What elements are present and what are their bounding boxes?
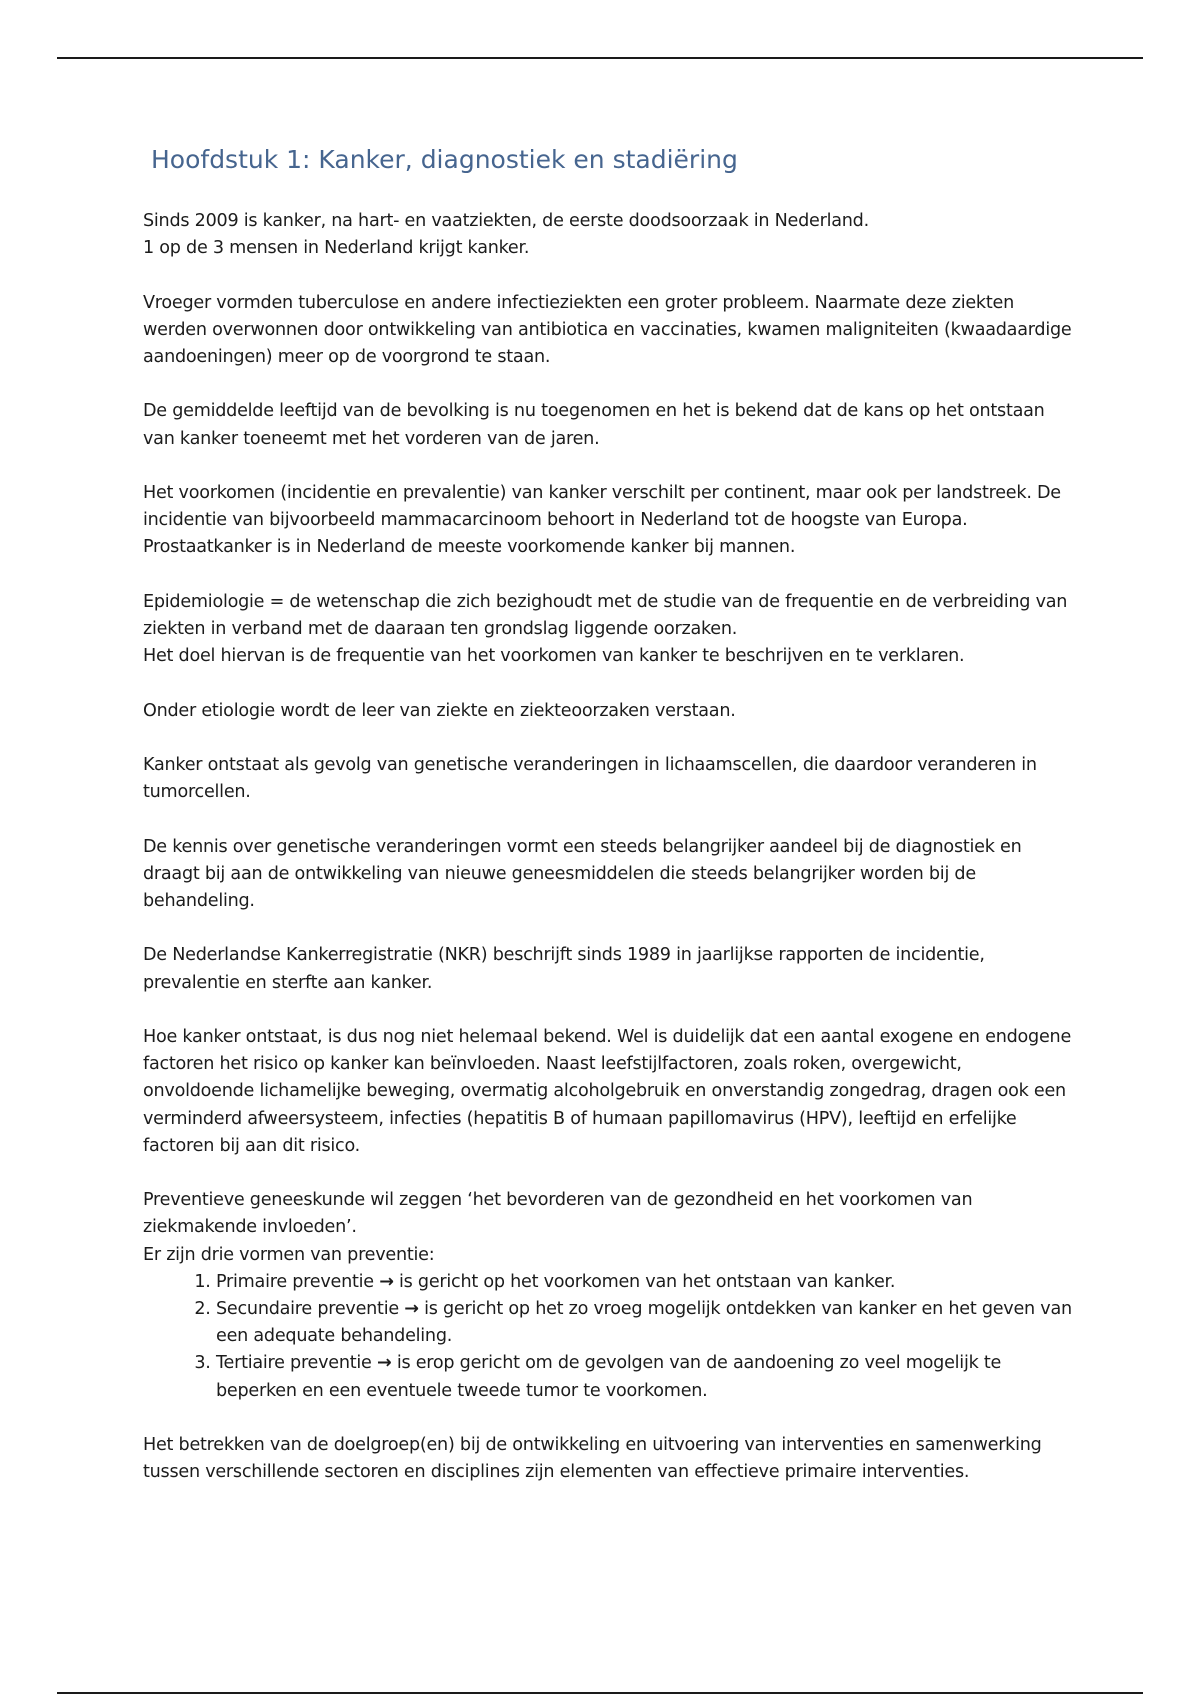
paragraph-line: 1 op de 3 mensen in Nederland krijgt kanker. (143, 238, 530, 259)
arrow-right-icon: → (404, 1298, 419, 1319)
paragraph: Hoe kanker ontstaat, is dus nog niet helemaal bekend. Wel is duidelijk dat een aantal exogene en endogene factoren het risico op kanker kan beïnvloeden. Naast leefstijlfactoren, zoals roken, overgewicht, onvoldoende lichamelijke beweging, overmatig alcoholgebruik en onverstandig zongedrag, dragen ook een verminderd afweersysteem, infecties (hepatitis B of humaan papillomavirus (HPV), leeftijd en erfelijke factoren bij aan dit risico. (143, 1026, 1072, 1156)
paragraph: Onder etiologie wordt de leer van ziekte en ziekteoorzaken verstaan. (143, 700, 736, 721)
paragraph: Kanker ontstaat als gevolg van genetische veranderingen in lichaamscellen, die daardoor veranderen in tumorcellen. (143, 754, 1037, 803)
paragraph (143, 589, 1073, 671)
paragraph: Vroeger vormden tuberculose en andere infectieziekten een groter probleem. Naarmate deze ziekten werden overwonnen door ontwikkeling van antibiotica en vaccinaties, kwamen maligniteiten (kwaadaardige aandoeningen) meer op de voorgrond te staan. (143, 292, 1072, 367)
paragraph-line: Preventieve geneeskunde wil zeggen ‘het bevorderen van de gezondheid en het voorkomen van ziekmakende invloeden’. (143, 1190, 973, 1238)
paragraph: Het voorkomen (incidentie en prevalentie) van kanker verschilt per continent, maar ook per landstreek. De incidentie van bijvoorbeeld mammacarcinoom behoort in Nederland tot de hoogste van Europa. Prostaatkanker is in Nederland de meeste voorkomende kanker bij mannen. (143, 482, 1061, 558)
prevention-term: Secundaire preventie (216, 1298, 399, 1319)
arrow-right-icon: → (376, 1353, 392, 1374)
paragraph: De gemiddelde leeftijd van de bevolking is nu toegenomen en het is bekend dat de kans op het ontstaan van kanker toeneemt met het vorderen van de jaren. (143, 401, 1045, 449)
header-rule (57, 57, 1143, 59)
prevention-intro (143, 1187, 1073, 1269)
list-item (216, 1269, 1073, 1296)
prevention-list (143, 1269, 1073, 1405)
list-item (216, 1296, 1073, 1350)
paragraph-line: Er zijn drie vormen van preventie: (143, 1244, 435, 1265)
prevention-term: Tertiaire preventie (216, 1353, 372, 1374)
page-title: Hoofdstuk 1: Kanker, diagnostiek en stadiëring (151, 145, 738, 174)
prevention-description: is erop gericht om de gevolgen van de aandoening zo veel mogelijk te beperken en een eventuele tweede tumor te voorkomen. (216, 1353, 1002, 1401)
list-item (216, 1350, 1073, 1404)
closing-paragraph: Het betrekken van de doelgroep(en) bij de ontwikkeling en uitvoering van interventies en samenwerking tussen verschillende sectoren en disciplines zijn elementen van effectieve primaire interventies. (143, 1434, 1042, 1483)
prevention-description: is gericht op het zo vroeg mogelijk ontdekken van kanker en het geven van een adequate behandeling. (216, 1298, 1072, 1347)
arrow-right-icon: → (379, 1271, 394, 1292)
footer-rule (57, 1692, 1143, 1694)
paragraph-line: Sinds 2009 is kanker, na hart- en vaatziekten, de eerste doodsoorzaak in Nederland. (143, 211, 869, 231)
document-body (143, 208, 1073, 1514)
paragraph-line: Epidemiologie = de wetenschap die zich bezighoudt met de studie van de frequentie en de verbreiding van ziekten in verband met de daaraan ten grondslag liggende oorzaken. (143, 591, 1068, 639)
paragraph (143, 208, 1073, 262)
paragraph: De kennis over genetische veranderingen vormt een steeds belangrijker aandeel bij de diagnostiek en draagt bij aan de ontwikkeling van nieuwe geneesmiddelen die steeds belangrijker worden bij de behandeling. (143, 836, 1022, 911)
prevention-term: Primaire preventie (216, 1271, 374, 1292)
paragraph-line: Het doel hiervan is de frequentie van het voorkomen van kanker te beschrijven en te verklaren. (143, 646, 965, 667)
prevention-description: is gericht op het voorkomen van het ontstaan van kanker. (399, 1271, 896, 1292)
paragraph: De Nederlandse Kankerregistratie (NKR) beschrijft sinds 1989 in jaarlijkse rapporten de incidentie, prevalentie en sterfte aan kanker. (143, 945, 985, 993)
